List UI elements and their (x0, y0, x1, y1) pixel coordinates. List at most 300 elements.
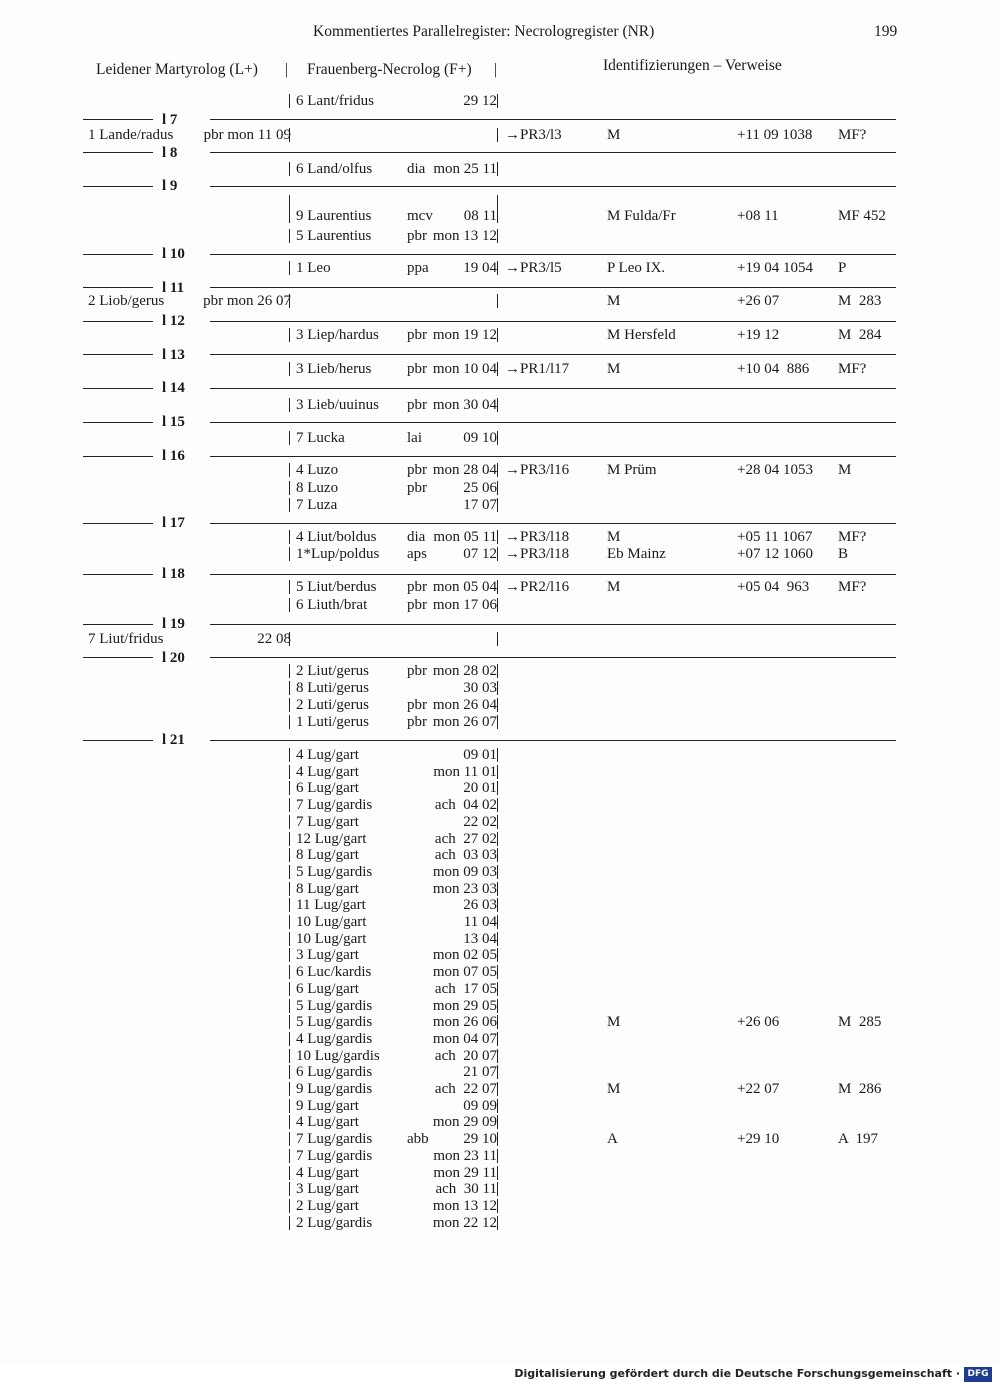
section-rule (83, 119, 153, 120)
section-rule (210, 354, 896, 355)
column-bar (497, 294, 498, 308)
section-label: l 17 (162, 515, 185, 531)
frauenberg-date: mon 10 04 (432, 361, 497, 377)
column-bar (497, 431, 498, 445)
cross-reference: →PR2/l16 (505, 579, 570, 595)
section-rule (210, 119, 896, 120)
frauenberg-title: pbr (407, 663, 427, 679)
frauenberg-date: 29 12 (463, 93, 497, 109)
frauenberg-date: 13 04 (463, 931, 497, 947)
column-bar (289, 1099, 290, 1113)
column-bar (289, 294, 290, 308)
frauenberg-name: 3 Lieb/herus (296, 361, 372, 377)
frauenberg-name: 5 Lug/gardis (296, 864, 373, 880)
column-bar (497, 948, 498, 962)
frauenberg-name: 4 Lug/gart (296, 764, 359, 780)
frauenberg-date: 20 01 (463, 780, 497, 796)
frauenberg-date: mon 28 04 (432, 462, 497, 478)
frauenberg-date: mon 04 07 (432, 1031, 497, 1047)
death-date: +05 11 1067 (737, 529, 813, 545)
column-bar (497, 580, 498, 594)
column-bar (289, 481, 290, 495)
column-bar (497, 1049, 498, 1063)
death-date: +28 04 1053 (737, 462, 813, 478)
frauenberg-date: ach 03 03 (434, 847, 497, 863)
column-bar (497, 1032, 498, 1046)
section-rule (83, 422, 153, 423)
column-bar (497, 865, 498, 879)
section-rule (210, 740, 896, 741)
frauenberg-name: 9 Lug/gardis (296, 1081, 373, 1097)
identification: A (607, 1131, 618, 1147)
section-label: l 16 (162, 448, 185, 464)
section-rule (83, 657, 153, 658)
frauenberg-date: 19 04 (463, 260, 497, 276)
identification: M (607, 293, 621, 309)
frauenberg-name: 6 Liuth/brat (296, 597, 368, 613)
leiden-date: pbr mon 26 07 (203, 293, 291, 309)
section-rule (210, 287, 896, 288)
column-bar (497, 815, 498, 829)
frauenberg-date: mon 23 11 (433, 1148, 497, 1164)
column-bar (289, 848, 290, 862)
frauenberg-date: ach 22 07 (434, 1081, 497, 1097)
frauenberg-title: pbr (407, 597, 427, 613)
frauenberg-date: 08 11 (463, 208, 497, 224)
leiden-name: 1 Lande/radus (88, 127, 174, 143)
column-bar (497, 463, 498, 477)
frauenberg-title: pbr (407, 714, 427, 730)
frauenberg-name: 7 Luza (296, 497, 338, 513)
column-bar (289, 915, 290, 929)
column-bar (497, 1065, 498, 1079)
section-rule (83, 152, 153, 153)
section-rule (83, 624, 153, 625)
frauenberg-date: 17 07 (463, 497, 497, 513)
frauenberg-name: 2 Lug/gardis (296, 1215, 373, 1231)
source-sigle: B (838, 546, 849, 562)
section-rule (83, 574, 153, 575)
leiden-name: 7 Liut/fridus (88, 631, 164, 647)
column-bar (289, 632, 290, 646)
frauenberg-date: mon 05 11 (433, 529, 497, 545)
frauenberg-date: mon 11 01 (433, 764, 497, 780)
column-bar (289, 1132, 290, 1146)
section-rule (210, 456, 896, 457)
frauenberg-name: 1 Luti/gerus (296, 714, 369, 730)
column-bar (497, 798, 498, 812)
source-sigle: MF 452 (838, 208, 886, 224)
identification: Eb Mainz (607, 546, 666, 562)
section-rule (83, 354, 153, 355)
column-bar (497, 547, 498, 561)
frauenberg-name: 10 Lug/gart (296, 914, 367, 930)
section-rule (210, 523, 896, 524)
frauenberg-name: 9 Laurentius (296, 208, 372, 224)
section-rule (210, 657, 896, 658)
column-bar (497, 1149, 498, 1163)
section-rule (210, 624, 896, 625)
source-sigle: M 283 (838, 293, 882, 309)
column-bar (289, 865, 290, 879)
frauenberg-date: mon 26 04 (432, 697, 497, 713)
column-bar (289, 1065, 290, 1079)
column-bar (497, 715, 498, 729)
frauenberg-name: 7 Lug/gardis (296, 1131, 373, 1147)
column-bar (289, 681, 290, 695)
frauenberg-title: pbr (407, 579, 427, 595)
column-bar (289, 1182, 290, 1196)
column-bar (289, 362, 290, 376)
frauenberg-name: 3 Lieb/uuinus (296, 397, 379, 413)
column-bar (497, 128, 498, 142)
section-rule (210, 388, 896, 389)
frauenberg-date: mon 02 05 (432, 947, 497, 963)
column-bar (289, 1015, 290, 1029)
source-sigle: MF? (838, 361, 867, 377)
page-number: 199 (874, 23, 898, 40)
frauenberg-date: 29 10 (463, 1131, 497, 1147)
column-bar (497, 765, 498, 779)
column-bar (289, 1166, 290, 1180)
section-rule (210, 186, 896, 187)
column-bar (497, 882, 498, 896)
cross-reference: →PR1/l17 (505, 361, 570, 377)
column-heading-leiden: Leidener Martyrolog (L+) (96, 61, 258, 78)
source-sigle: MF? (838, 529, 867, 545)
frauenberg-name: 4 Lug/gart (296, 1165, 359, 1181)
frauenberg-name: 4 Lug/gardis (296, 1031, 373, 1047)
frauenberg-date: 09 09 (463, 1098, 497, 1114)
column-bar (497, 1115, 498, 1129)
section-rule (83, 287, 153, 288)
section-rule (210, 574, 896, 575)
frauenberg-date: mon 17 06 (432, 597, 497, 613)
column-bar (497, 965, 498, 979)
column-bar (289, 765, 290, 779)
frauenberg-name: 10 Lug/gardis (296, 1048, 380, 1064)
section-rule (83, 740, 153, 741)
column-bar (497, 94, 498, 108)
leiden-date: pbr mon 11 09 (203, 127, 291, 143)
source-sigle: MF? (838, 579, 867, 595)
frauenberg-name: 8 Lug/gart (296, 847, 359, 863)
column-bar (289, 715, 290, 729)
column-bar (289, 431, 290, 445)
frauenberg-name: 8 Lug/gart (296, 881, 359, 897)
frauenberg-title: lai (407, 430, 422, 446)
frauenberg-date: mon 25 11 (433, 161, 497, 177)
column-bar (289, 781, 290, 795)
frauenberg-name: 5 Liut/berdus (296, 579, 377, 595)
section-label: l 20 (162, 650, 185, 666)
frauenberg-date: mon 13 12 (432, 1198, 497, 1214)
death-date: +08 11 (737, 208, 779, 224)
column-bar (497, 398, 498, 412)
frauenberg-date: ach 30 11 (435, 1181, 497, 1197)
death-date: +29 10 (737, 1131, 780, 1147)
frauenberg-name: 9 Lug/gart (296, 1098, 359, 1114)
section-rule (83, 254, 153, 255)
identification: M (607, 529, 621, 545)
frauenberg-name: 6 Lug/gart (296, 780, 359, 796)
death-date: +19 04 1054 (737, 260, 813, 276)
column-separator: | (285, 61, 289, 78)
column-bar (497, 162, 498, 176)
frauenberg-date: 11 04 (463, 914, 497, 930)
frauenberg-date: mon 29 09 (432, 1114, 497, 1130)
funding-note: Digitalisierung gefördert durch die Deutsche Forschungsgemeinschaft · (514, 1367, 960, 1380)
frauenberg-title: mcv (407, 208, 433, 224)
running-title: Kommentiertes Parallelregister: Necrologregister (NR) (313, 23, 655, 40)
column-bar (289, 982, 290, 996)
frauenberg-name: 7 Lug/gart (296, 814, 359, 830)
frauenberg-name: 3 Lug/gart (296, 947, 359, 963)
column-bar (497, 1199, 498, 1213)
column-bar (289, 162, 290, 176)
section-rule (210, 422, 896, 423)
section-label: l 19 (162, 616, 185, 632)
frauenberg-name: 5 Lug/gardis (296, 998, 373, 1014)
column-bar (497, 932, 498, 946)
column-bar (497, 748, 498, 762)
frauenberg-name: 10 Lug/gart (296, 931, 367, 947)
frauenberg-date: mon 19 12 (432, 327, 497, 343)
column-bar (289, 530, 290, 544)
column-bar (289, 882, 290, 896)
frauenberg-date: mon 22 12 (432, 1215, 497, 1231)
column-bar (497, 481, 498, 495)
column-bar (289, 128, 290, 142)
section-label: l 9 (162, 178, 178, 194)
column-bar (289, 463, 290, 477)
frauenberg-title: dia (407, 529, 426, 545)
column-bar (497, 328, 498, 342)
frauenberg-date: mon 05 04 (432, 579, 497, 595)
frauenberg-name: 1 Leo (296, 260, 331, 276)
source-sigle: P (838, 260, 847, 276)
column-bar (497, 1216, 498, 1230)
frauenberg-name: 6 Luc/kardis (296, 964, 372, 980)
section-rule (210, 254, 896, 255)
column-separator: | (494, 61, 498, 78)
section-rule (210, 152, 896, 153)
frauenberg-title: pbr (407, 327, 427, 343)
section-label: l 10 (162, 246, 185, 262)
frauenberg-name: 5 Lug/gardis (296, 1014, 373, 1030)
source-sigle: A 197 (838, 1131, 879, 1147)
column-bar (497, 530, 498, 544)
frauenberg-name: 1*Lup/poldus (296, 546, 380, 562)
frauenberg-name: 2 Luti/gerus (296, 697, 369, 713)
column-heading-identification: Identifizierungen – Verweise (603, 57, 782, 74)
frauenberg-title: pbr (407, 228, 427, 244)
frauenberg-name: 8 Luzo (296, 480, 339, 496)
frauenberg-name: 4 Luzo (296, 462, 339, 478)
section-label: l 21 (162, 732, 185, 748)
column-bar (497, 681, 498, 695)
section-rule (83, 388, 153, 389)
column-bar (497, 1182, 498, 1196)
frauenberg-name: 8 Luti/gerus (296, 680, 369, 696)
frauenberg-date: ach 17 05 (434, 981, 497, 997)
frauenberg-name: 5 Laurentius (296, 228, 372, 244)
column-bar (289, 328, 290, 342)
death-date: +10 04 886 (737, 361, 810, 377)
column-bar (289, 398, 290, 412)
section-label: l 14 (162, 380, 185, 396)
frauenberg-date: 25 06 (463, 480, 497, 496)
frauenberg-date: ach 20 07 (434, 1048, 497, 1064)
cross-reference: →PR3/l16 (505, 462, 570, 478)
frauenberg-name: 6 Lug/gardis (296, 1064, 373, 1080)
column-bar (289, 1082, 290, 1096)
column-bar (497, 209, 498, 223)
column-bar (497, 195, 498, 209)
column-bar (289, 898, 290, 912)
frauenberg-name: 6 Lant/fridus (296, 93, 374, 109)
frauenberg-name: 7 Lucka (296, 430, 345, 446)
frauenberg-name: 4 Lug/gart (296, 1114, 359, 1130)
identification: M (607, 1081, 621, 1097)
frauenberg-date: 09 01 (463, 747, 497, 763)
column-bar (497, 362, 498, 376)
column-bar (289, 229, 290, 243)
identification: M (607, 361, 621, 377)
column-bar (289, 209, 290, 223)
frauenberg-date: 09 10 (463, 430, 497, 446)
source-sigle: M 284 (838, 327, 882, 343)
cross-reference: →PR3/l18 (505, 546, 570, 562)
frauenberg-name: 4 Liut/boldus (296, 529, 377, 545)
column-bar (289, 664, 290, 678)
frauenberg-name: 3 Liep/hardus (296, 327, 379, 343)
frauenberg-title: ppa (407, 260, 429, 276)
column-bar (289, 261, 290, 275)
column-bar (289, 832, 290, 846)
dfg-logo: DFG (964, 1367, 992, 1382)
column-bar (289, 1216, 290, 1230)
leiden-name: 2 Liob/gerus (88, 293, 165, 309)
source-sigle: M (838, 462, 852, 478)
section-rule (83, 523, 153, 524)
identification: P Leo IX. (607, 260, 666, 276)
column-bar (289, 1149, 290, 1163)
frauenberg-name: 3 Lug/gart (296, 1181, 359, 1197)
column-heading-frauenberg: Frauenberg-Necrolog (F+) (307, 61, 472, 78)
frauenberg-date: 22 02 (463, 814, 497, 830)
death-date: +26 06 (737, 1014, 780, 1030)
identification: M (607, 579, 621, 595)
frauenberg-name: 7 Lug/gardis (296, 1148, 373, 1164)
section-label: l 7 (162, 112, 178, 128)
frauenberg-date: mon 28 02 (432, 663, 497, 679)
death-date: +22 07 (737, 1081, 780, 1097)
leiden-date: 22 08 (257, 631, 291, 647)
cross-reference: →PR3/l3 (505, 127, 562, 143)
frauenberg-name: 2 Lug/gart (296, 1198, 359, 1214)
death-date: +05 04 963 (737, 579, 810, 595)
column-bar (289, 815, 290, 829)
frauenberg-date: ach 04 02 (434, 797, 497, 813)
section-label: l 18 (162, 566, 185, 582)
section-rule (83, 321, 153, 322)
column-bar (289, 698, 290, 712)
frauenberg-date: mon 13 12 (432, 228, 497, 244)
frauenberg-title: pbr (407, 397, 427, 413)
column-bar (497, 698, 498, 712)
source-sigle: MF? (838, 127, 867, 143)
column-bar (497, 632, 498, 646)
footer (0, 1364, 1000, 1386)
frauenberg-date: mon 30 04 (432, 397, 497, 413)
section-label: l 13 (162, 347, 185, 363)
section-rule (83, 456, 153, 457)
column-bar (497, 1015, 498, 1029)
frauenberg-name: 4 Lug/gart (296, 747, 359, 763)
column-bar (289, 1032, 290, 1046)
frauenberg-date: 07 12 (463, 546, 497, 562)
column-bar (497, 1099, 498, 1113)
column-bar (497, 832, 498, 846)
column-bar (289, 748, 290, 762)
column-bar (289, 94, 290, 108)
column-bar (497, 1132, 498, 1146)
column-bar (289, 1199, 290, 1213)
column-bar (289, 999, 290, 1013)
frauenberg-name: 11 Lug/gart (296, 897, 366, 913)
column-bar (497, 598, 498, 612)
frauenberg-date: mon 09 03 (432, 864, 497, 880)
column-bar (289, 1115, 290, 1129)
frauenberg-date: mon 29 05 (432, 998, 497, 1014)
frauenberg-title: pbr (407, 697, 427, 713)
source-sigle: M 285 (838, 1014, 882, 1030)
frauenberg-date: mon 07 05 (432, 964, 497, 980)
frauenberg-date: 30 03 (463, 680, 497, 696)
cross-reference: →PR3/l5 (505, 260, 562, 276)
section-rule (83, 186, 153, 187)
column-bar (497, 781, 498, 795)
column-bar (289, 580, 290, 594)
column-bar (289, 948, 290, 962)
column-bar (497, 848, 498, 862)
frauenberg-name: 6 Lug/gart (296, 981, 359, 997)
identification: M (607, 127, 621, 143)
frauenberg-name: 12 Lug/gart (296, 831, 367, 847)
column-bar (289, 965, 290, 979)
column-bar (497, 498, 498, 512)
death-date: +11 09 1038 (737, 127, 813, 143)
identification: M Prüm (607, 462, 657, 478)
frauenberg-date: mon 23 03 (432, 881, 497, 897)
column-bar (497, 915, 498, 929)
section-rule (210, 321, 896, 322)
death-date: +19 12 (737, 327, 780, 343)
frauenberg-name: 6 Land/olfus (296, 161, 373, 177)
column-bar (289, 498, 290, 512)
column-bar (289, 547, 290, 561)
column-bar (497, 1082, 498, 1096)
frauenberg-date: mon 26 07 (432, 714, 497, 730)
frauenberg-title: pbr (407, 462, 427, 478)
identification: M (607, 1014, 621, 1030)
frauenberg-title: dia (407, 161, 426, 177)
column-bar (289, 598, 290, 612)
column-bar (497, 664, 498, 678)
column-bar (289, 932, 290, 946)
column-bar (497, 1166, 498, 1180)
